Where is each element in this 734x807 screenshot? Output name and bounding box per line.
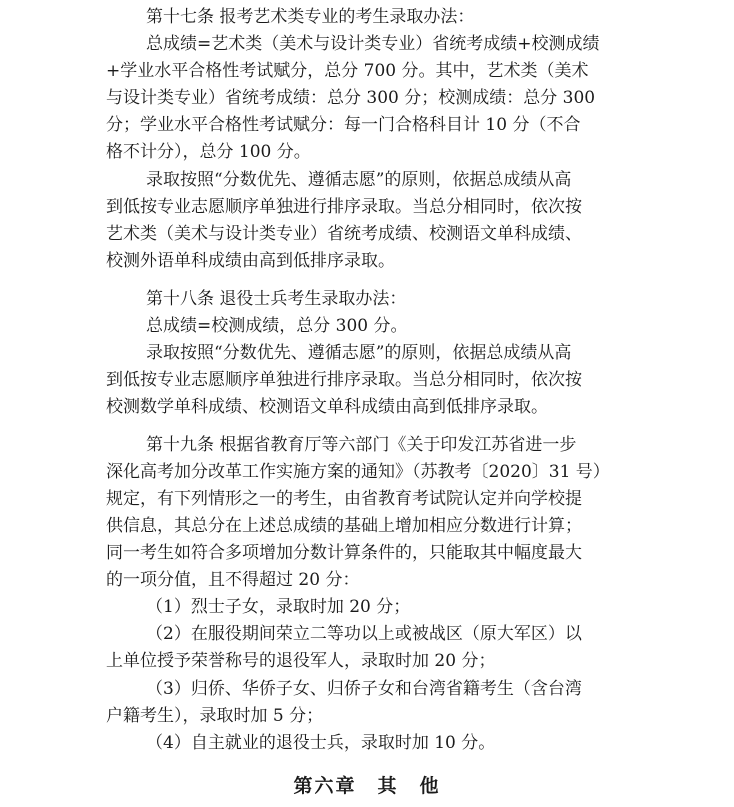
article-19-text-line: 同一考生如符合多项增加分数计算条件的，只能取其中幅度最大 bbox=[106, 543, 582, 563]
article-18-text-line: 录取按照“分数优先、遵循志愿”的原则，依据总成绩从高 bbox=[146, 343, 572, 363]
article-17-text-line: 分；学业水平合格性考试赋分：每一门合格科目计 10 分（不合 bbox=[106, 115, 581, 135]
list-item-1: （1）烈士子女，录取时加 20 分； bbox=[146, 597, 411, 617]
article-19-text-line: 第十九条 根据省教育厅等六部门《关于印发江苏省进一步 bbox=[146, 435, 577, 455]
article-19-text-line: 深化高考加分改革工作实施方案的通知》（苏教考〔2020〕31 号） bbox=[106, 462, 610, 482]
chapter-heading: 第六章 其 他 bbox=[293, 775, 441, 797]
article-17-text-line: +学业水平合格性考试赋分，总分 700 分。其中，艺术类（美术 bbox=[106, 61, 589, 81]
article-18-heading: 第十八条 退役士兵考生录取办法： bbox=[146, 289, 407, 309]
article-17-text-line: 录取按照“分数优先、遵循志愿”的原则，依据总成绩从高 bbox=[146, 170, 572, 190]
article-19-text-line: 供信息，其总分在上述总成绩的基础上增加相应分数进行计算； bbox=[106, 516, 582, 536]
list-item-3-continued: 户籍考生），录取时加 5 分； bbox=[106, 706, 324, 726]
list-item-4: （4）自主就业的退役士兵，录取时加 10 分。 bbox=[146, 733, 496, 753]
article-18-text-line: 校测数学单科成绩、校测语文单科成绩由高到低排序录取。 bbox=[106, 397, 548, 417]
article-17-heading: 第十七条 报考艺术类专业的考生录取办法： bbox=[146, 7, 475, 27]
article-17-text-line: 校测外语单科成绩由高到低排序录取。 bbox=[106, 251, 395, 271]
list-item-2-continued: 上单位授予荣誉称号的退役军人，录取时加 20 分； bbox=[106, 651, 496, 671]
article-18-text-line: 总成绩=校测成绩，总分 300 分。 bbox=[146, 316, 408, 336]
list-item-3: （3）归侨、华侨子女、归侨子女和台湾省籍考生（含台湾 bbox=[146, 679, 582, 699]
article-18-text-line: 到低按专业志愿顺序单独进行排序录取。当总分相同时，依次按 bbox=[106, 370, 582, 390]
article-17-text-line: 总成绩=艺术类（美术与设计类专业）省统考成绩+校测成绩 bbox=[146, 34, 600, 54]
article-17-text-line: 格不计分），总分 100 分。 bbox=[106, 142, 311, 162]
article-19-text-line: 的一项分值，且不得超过 20 分： bbox=[106, 570, 360, 590]
article-19-text-line: 规定，有下列情形之一的考生，由省教育考试院认定并向学校提 bbox=[106, 489, 582, 509]
article-17-text-line: 与设计类专业）省统考成绩：总分 300 分；校测成绩：总分 300 bbox=[106, 88, 596, 108]
article-17-text-line: 到低按专业志愿顺序单独进行排序录取。当总分相同时，依次按 bbox=[106, 197, 582, 217]
article-17-text-line: 艺术类（美术与设计类专业）省统考成绩、校测语文单科成绩、 bbox=[106, 224, 582, 244]
list-item-2: （2）在服役期间荣立二等功以上或被战区（原大军区）以 bbox=[146, 624, 582, 644]
